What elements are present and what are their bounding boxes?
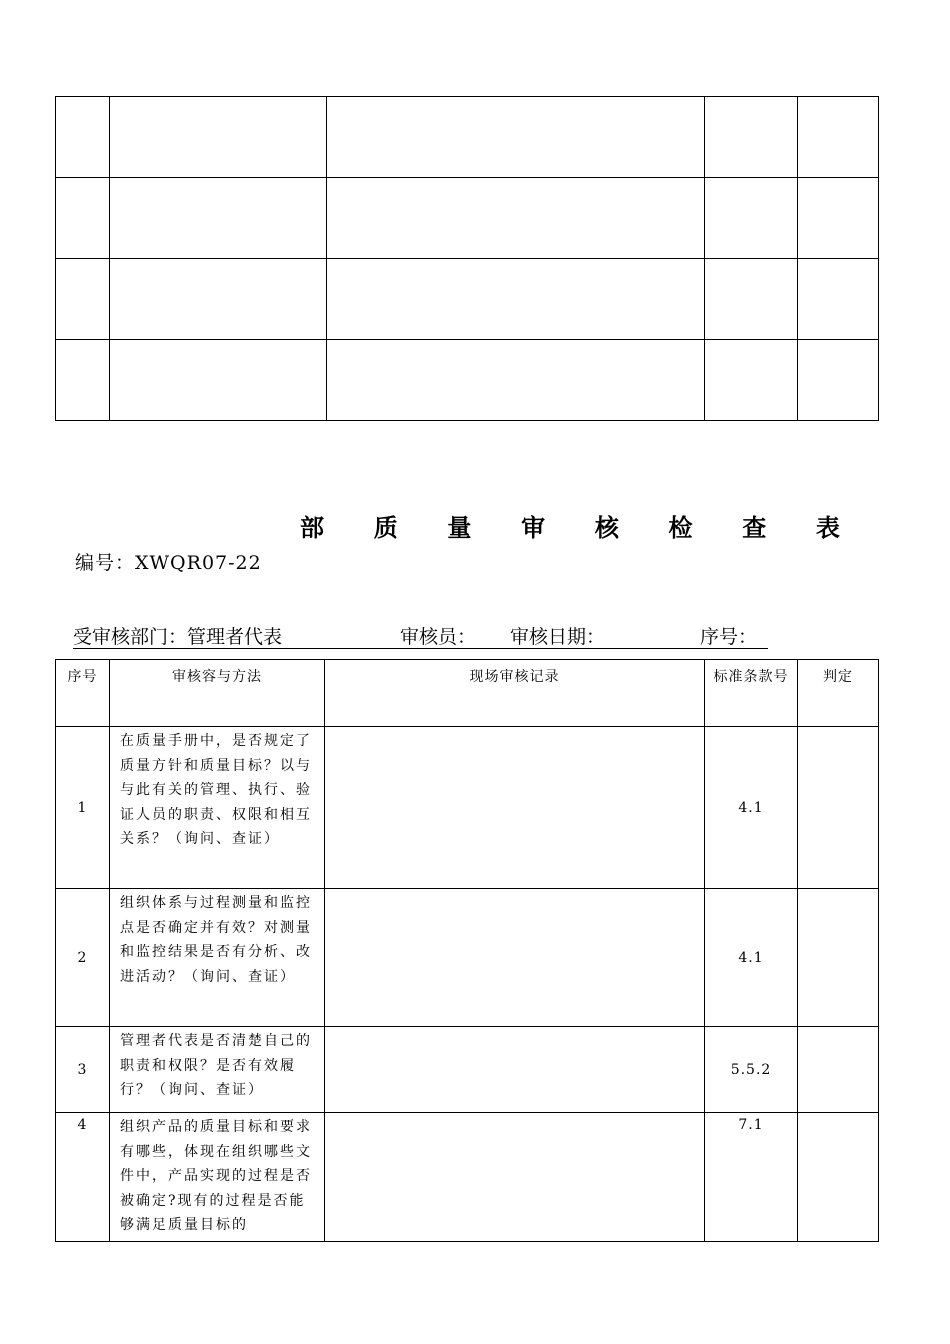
- row-clause: 4.1: [705, 889, 798, 1027]
- title-char: 表: [815, 513, 840, 542]
- audit-checklist-table: [55, 659, 879, 1242]
- audited-department: 受审核部门：管理者代表: [73, 626, 283, 648]
- row-record: [325, 1113, 705, 1242]
- table-row: [56, 889, 879, 1027]
- row-judgment: [798, 1027, 879, 1113]
- row-content: [110, 1113, 325, 1242]
- row-record: [325, 889, 705, 1027]
- audit-info-line: [73, 622, 768, 649]
- row-clause: 4.1: [705, 727, 798, 889]
- page-title: [300, 505, 840, 545]
- audit-date-label: 审核日期：: [510, 626, 606, 648]
- table-row: [56, 259, 879, 340]
- header-judgment: 判定: [798, 660, 879, 727]
- title-char: 审: [521, 513, 546, 542]
- header-record: 现场审核记录: [325, 660, 705, 727]
- row-seq: 3: [56, 1027, 110, 1113]
- row-seq: 2: [56, 889, 110, 1027]
- row-clause: 7.1: [705, 1113, 798, 1242]
- row-content: 组织体系与过程测量和监控点是否确定并有效？对测量和监控结果是否有分析、改进活动？（询问、查证）: [110, 889, 325, 1027]
- row-clause: 5.5.2: [705, 1027, 798, 1113]
- header-seq: 序号: [56, 660, 110, 727]
- row-content-text: 组织产品的质量目标和要求有哪些，体现在组织哪些文件中，产品实现的过程是否被确定?现有的过程是否能够满足质量目标的: [120, 1119, 312, 1234]
- row-judgment: [798, 1113, 879, 1242]
- serial-label: 序号：: [700, 626, 758, 648]
- row-judgment: [798, 727, 879, 889]
- header-clause: 标准条款号: [705, 660, 798, 727]
- table-row: [56, 727, 879, 889]
- title-char: 量: [447, 513, 472, 542]
- row-judgment: [798, 889, 879, 1027]
- row-content: 管理者代表是否清楚自己的职责和权限？是否有效履行？（询问、查证）: [110, 1027, 325, 1113]
- auditor-label: 审核员：: [400, 626, 477, 648]
- row-record: [325, 727, 705, 889]
- header-content: 审核容与方法: [110, 660, 325, 727]
- document-code: 编号：XWQR07-22: [75, 552, 262, 574]
- table-header-row: [56, 660, 879, 727]
- title-char: 核: [594, 513, 619, 542]
- table-row: [56, 340, 879, 421]
- row-content: 在质量手册中，是否规定了质量方针和质量目标？以与与此有关的管理、执行、验证人员的职责、权限和相互关系？（询问、查证）: [110, 727, 325, 889]
- row-seq: 4: [56, 1113, 110, 1242]
- previous-page-table: [55, 96, 879, 421]
- title-char: 检: [668, 513, 693, 542]
- row-record: [325, 1027, 705, 1113]
- table-row: [56, 1027, 879, 1113]
- table-row: [56, 97, 879, 178]
- title-char: 质: [373, 513, 398, 542]
- table-row: [56, 1113, 879, 1242]
- table-row: [56, 178, 879, 259]
- title-char: 查: [742, 513, 767, 542]
- row-seq: 1: [56, 727, 110, 889]
- title-char: 部: [300, 513, 324, 542]
